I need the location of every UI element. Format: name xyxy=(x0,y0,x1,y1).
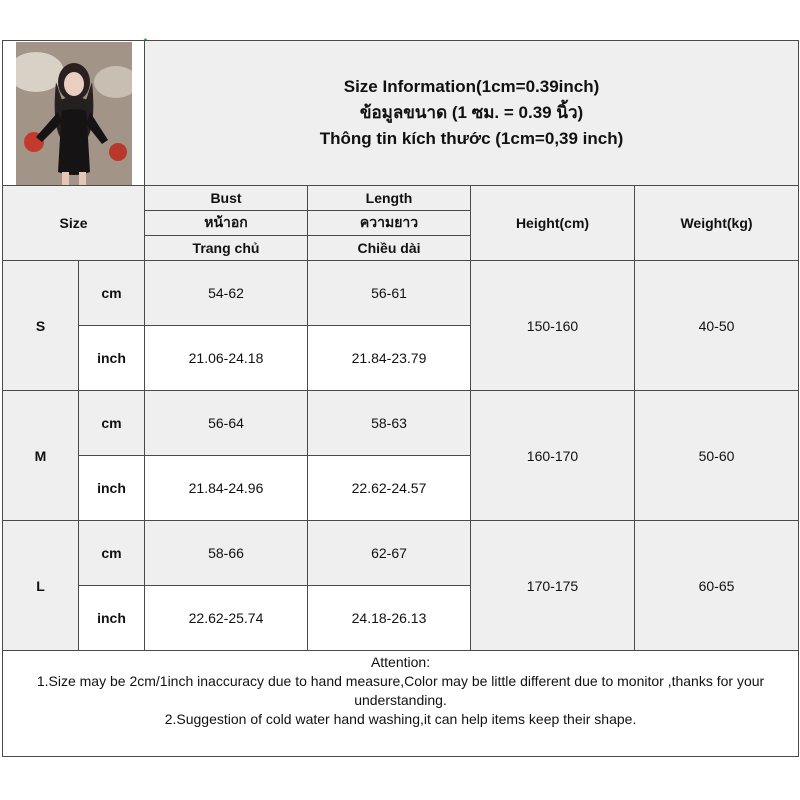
unit-cell: cm xyxy=(79,521,145,586)
height-header: Height(cm) xyxy=(471,186,635,261)
length-header-en: Length xyxy=(308,186,471,211)
height-value: 160-170 xyxy=(471,391,635,521)
length-value: 58-63 xyxy=(308,391,471,456)
size-chart xyxy=(0,40,800,760)
height-value: 170-175 xyxy=(471,521,635,651)
length-value: 21.84-23.79 xyxy=(308,326,471,391)
bust-header-en: Bust xyxy=(145,186,308,211)
unit-cell: inch xyxy=(79,586,145,651)
attention-line-1: 1.Size may be 2cm/1inch inaccuracy due to hand measure,Color may be little different due to monitor ,thanks for your understanding. xyxy=(36,673,765,708)
model-image xyxy=(16,42,132,185)
attention-line-2: 2.Suggestion of cold water hand washing,it can help items keep their shape. xyxy=(164,711,637,727)
title-th: ข้อมูลขนาด (1 ซม. = 0.39 นิ้ว) xyxy=(359,103,584,122)
title-vi: Thông tin kích thước (1cm=0,39 inch) xyxy=(319,129,624,148)
unit-cell: inch xyxy=(79,326,145,391)
size-header: Size xyxy=(3,186,145,261)
height-value: 150-160 xyxy=(471,261,635,391)
unit-cell: cm xyxy=(79,391,145,456)
bust-value: 21.06-24.18 xyxy=(145,326,308,391)
unit-cell: cm xyxy=(79,261,145,326)
size-table xyxy=(2,40,799,757)
bust-header-vi: Trang chủ xyxy=(145,236,308,261)
bust-value: 58-66 xyxy=(145,521,308,586)
length-header-vi: Chiều dài xyxy=(308,236,471,261)
length-value: 62-67 xyxy=(308,521,471,586)
bust-value: 21.84-24.96 xyxy=(145,456,308,521)
length-value: 56-61 xyxy=(308,261,471,326)
bust-value: 54-62 xyxy=(145,261,308,326)
bust-value: 56-64 xyxy=(145,391,308,456)
product-photo xyxy=(16,42,132,185)
length-value: 22.62-24.57 xyxy=(308,456,471,521)
length-header-th: ความยาว xyxy=(308,211,471,236)
size-label: L xyxy=(3,521,79,651)
unit-cell: inch xyxy=(79,456,145,521)
size-label: S xyxy=(3,261,79,391)
attention-cell xyxy=(3,651,799,757)
length-value: 24.18-26.13 xyxy=(308,586,471,651)
weight-value: 60-65 xyxy=(635,521,799,651)
title-cell xyxy=(145,41,799,186)
bust-value: 22.62-25.74 xyxy=(145,586,308,651)
attention-heading: Attention: xyxy=(370,654,431,670)
title-en: Size Information(1cm=0.39inch) xyxy=(343,77,600,96)
weight-value: 40-50 xyxy=(635,261,799,391)
product-photo-cell xyxy=(3,41,145,186)
weight-header: Weight(kg) xyxy=(635,186,799,261)
bust-header-th: หน้าอก xyxy=(145,211,308,236)
size-label: M xyxy=(3,391,79,521)
weight-value: 50-60 xyxy=(635,391,799,521)
